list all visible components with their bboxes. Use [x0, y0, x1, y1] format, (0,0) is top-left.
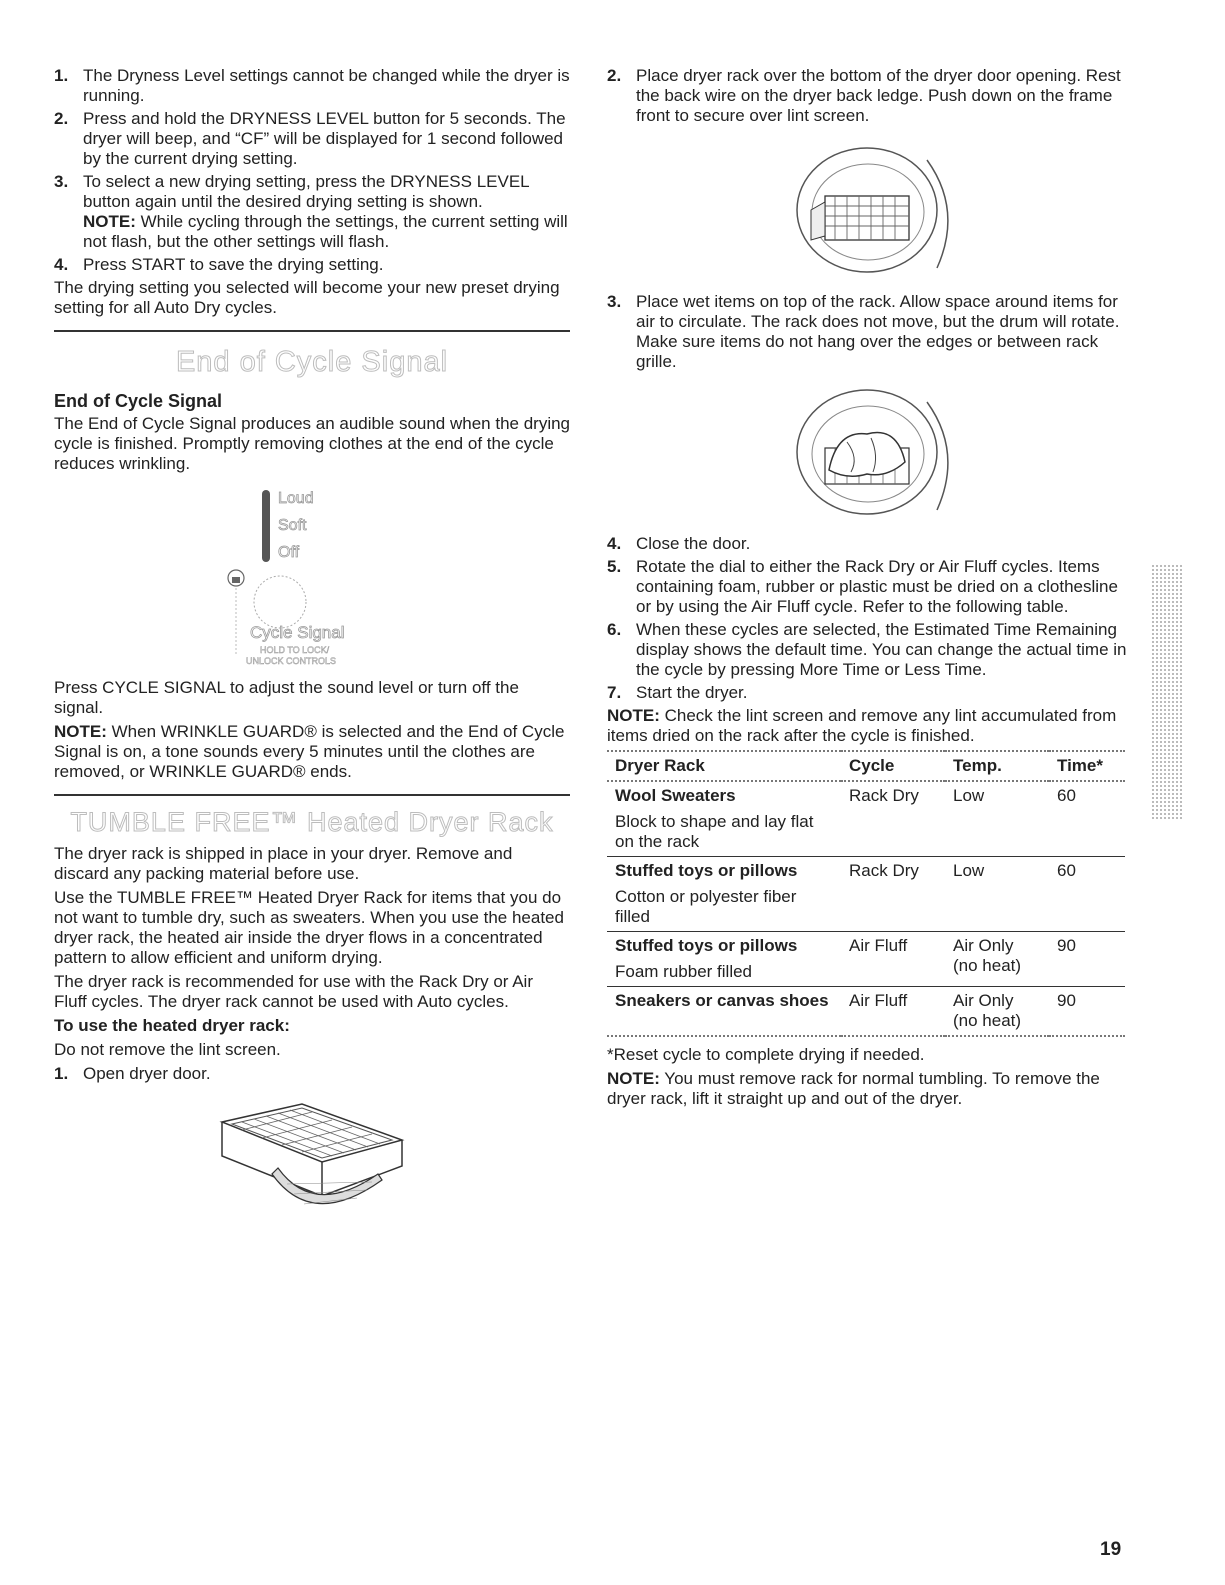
rack-paragraph: The dryer rack is recommended for use with the Rack Dry or Air Fluff cycles. The dryer rack cannot be used with Auto cycles.: [54, 972, 533, 1011]
table-footnote: *Reset cycle to complete drying if needed.: [607, 1045, 925, 1064]
list-item: 1. The Dryness Level settings cannot be changed while the dryer is running.: [54, 66, 570, 105]
section-title-ghost: End of Cycle Signal: [175, 346, 449, 378]
rack-paragraph: Use the TUMBLE FREE™ Heated Dryer Rack for items that you do not want to tumble dry, such as sweaters. When you use the heated dryer rack, the heated air inside the dryer flows in a concentrated pattern to allow efficient and uniform drying.: [54, 888, 564, 967]
dryer-rack-illustration: [202, 1100, 422, 1230]
end-of-cycle-heading: End of Cycle Signal: [54, 391, 223, 411]
section-divider: [54, 330, 570, 332]
list-item: 1. Open dryer door.: [54, 1064, 211, 1083]
final-steps: [607, 534, 1127, 703]
table-row: Sneakers or canvas shoes Air Fluff Air Only (no heat) 90: [607, 987, 1125, 1037]
section-divider: [54, 794, 570, 796]
wrinkle-guard-note: NOTE: When WRINKLE GUARD® is selected and the End of Cycle Signal is on, a tone sounds every 5 minutes until the clothes are removed, or WRINKLE GUARD® ends.: [54, 722, 565, 781]
table-header: Dryer Rack: [607, 751, 841, 781]
left-column: [54, 66, 570, 1230]
list-item: 2. Press and hold the DRYNESS LEVEL button for 5 seconds. The dryer will beep, and “CF” will be displayed for 1 second followed by the current drying setting.: [54, 109, 566, 168]
end-of-cycle-text: The End of Cycle Signal produces an audible sound when the drying cycle is finished. Promptly removing clothes at the end of the cycle reduces wrinkling.: [54, 414, 571, 473]
table-row: Wool Sweaters Block to shape and lay flat on the rack Rack Dry Low 60: [607, 781, 1125, 857]
rack-cycles-table: [607, 750, 1125, 1037]
level-off: Off: [278, 544, 300, 561]
list-item: 3. To select a new drying setting, press the DRYNESS LEVEL button again until the desired drying setting is shown. NOTE: While cycling through the settings, the current setting will not flash, but the other settings will flash.: [54, 172, 568, 251]
dryness-footer: The drying setting you selected will become your new preset drying setting for all Auto Dry cycles.: [54, 278, 560, 317]
page-number: 19: [1100, 1539, 1122, 1560]
list-item: 4. Close the door.: [607, 534, 751, 553]
lint-note: NOTE: Check the lint screen and remove any lint accumulated from items dried on the rack after the cycle is finished.: [607, 706, 1117, 745]
note-label: NOTE:: [54, 722, 107, 741]
table-row: Stuffed toys or pillows Foam rubber filled Air Fluff Air Only (no heat) 90: [607, 932, 1125, 987]
remove-rack-note: NOTE: You must remove rack for normal tumbling. To remove the dryer rack, lift it straight up and out of the dryer.: [607, 1069, 1100, 1108]
cycle-signal-button: [254, 576, 306, 628]
dryness-steps: [54, 66, 570, 275]
rack-paragraph: The dryer rack is shipped in place in your dryer. Remove and discard any packing material before use.: [54, 844, 513, 883]
list-item: 5. Rotate the dial to either the Rack Dry or Air Fluff cycles. Items containing foam, rubber or plastic must be dried on a clothesline or by using the Air Fluff cycle. Refer to the following table.: [607, 557, 1118, 616]
level-loud: Loud: [278, 490, 314, 507]
section-title-ghost: TUMBLE FREE™ Heated Dryer Rack: [70, 807, 554, 837]
rack-subheading: To use the heated dryer rack:: [54, 1016, 290, 1035]
lock-label-line2: UNLOCK CONTROLS: [246, 656, 337, 666]
items-on-rack-illustration: [767, 382, 967, 522]
list-item: 2. Place dryer rack over the bottom of the dryer door opening. Rest the back wire on the dryer back ledge. Push down on the frame front to secure over lint screen.: [607, 66, 1121, 125]
table-header: Time*: [1049, 751, 1125, 781]
level-soft: Soft: [278, 517, 307, 534]
rack-paragraph: Do not remove the lint screen.: [54, 1040, 281, 1059]
cycle-signal-panel-illustration: [212, 478, 412, 678]
note-label: NOTE:: [607, 706, 660, 725]
table-header: Temp.: [945, 751, 1049, 781]
side-tab-marker: [1148, 565, 1184, 819]
list-item: 3. Place wet items on top of the rack. Allow space around items for air to circulate. The rack does not move, but the drum will rotate. Make sure items do not hang over the edges or between rack grille.: [607, 292, 1120, 371]
cycle-signal-label: Cycle Signal: [250, 623, 345, 642]
note-label: NOTE:: [607, 1069, 660, 1088]
note-label: NOTE:: [83, 212, 136, 231]
table-row: Stuffed toys or pillows Cotton or polyester fiber filled Rack Dry Low 60: [607, 857, 1125, 932]
list-item: 6. When these cycles are selected, the Estimated Time Remaining display shows the default time. You can change the actual time in the cycle by pressing More Time or Less Time.: [607, 620, 1127, 679]
rack-in-dryer-illustration: [767, 140, 967, 280]
level-indicator-bar: [262, 490, 270, 562]
lock-label-line1: HOLD TO LOCK/: [260, 645, 330, 655]
cycle-signal-instructions: Press CYCLE SIGNAL to adjust the sound level or turn off the signal.: [54, 678, 519, 717]
right-column: [607, 66, 1127, 1113]
list-item: 7. Start the dryer.: [607, 683, 748, 702]
list-item: 4. Press START to save the drying setting.: [54, 255, 384, 274]
table-header: Cycle: [841, 751, 945, 781]
